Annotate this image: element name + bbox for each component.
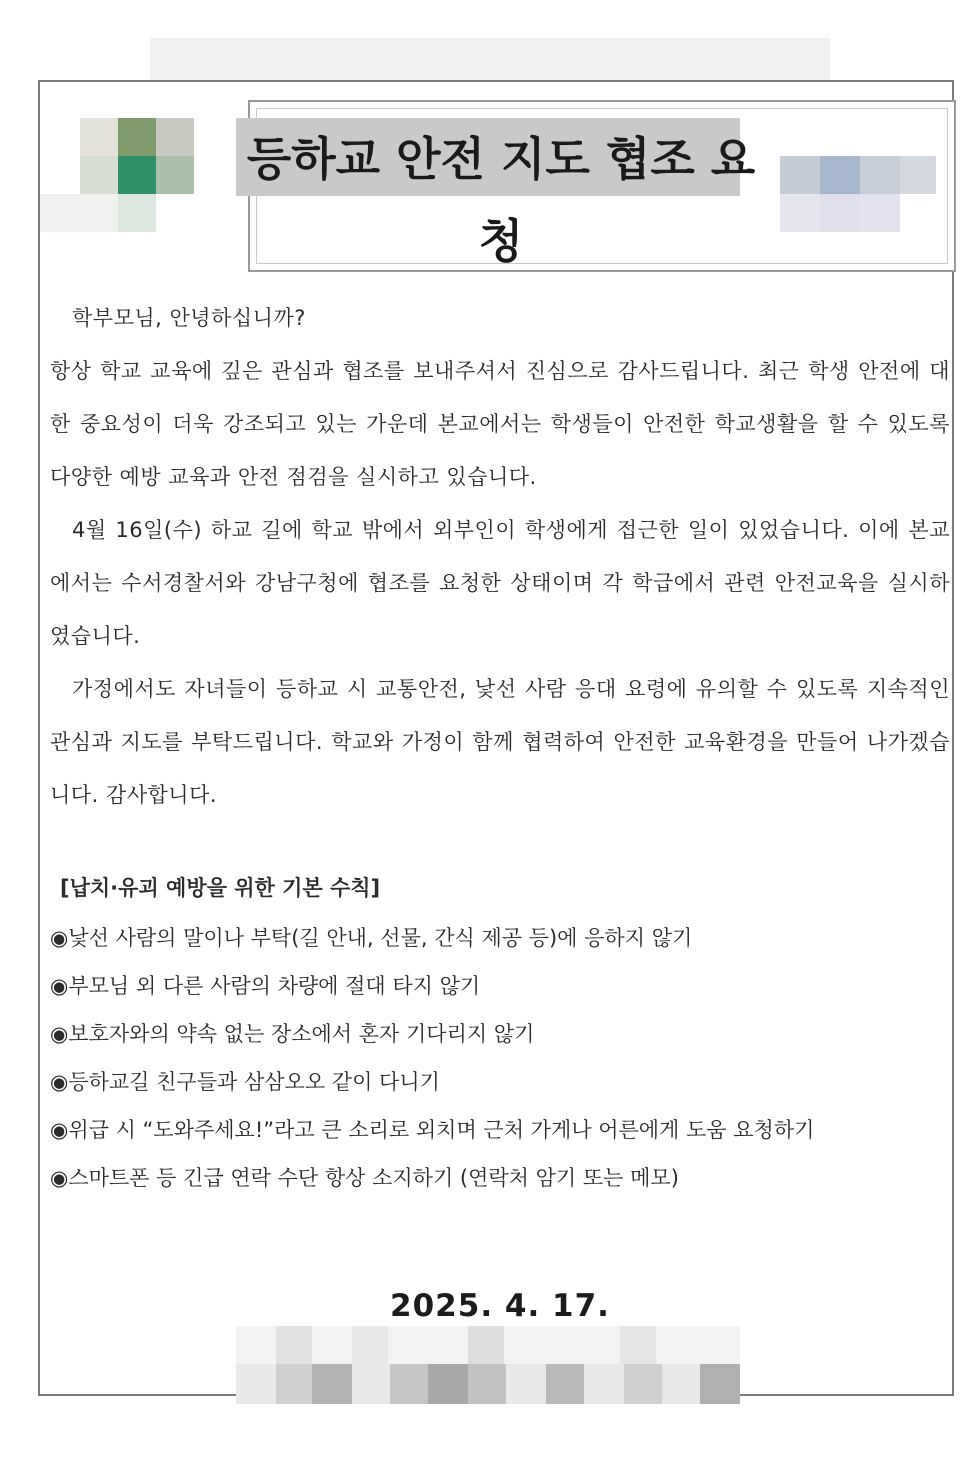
paragraph-3: 가정에서도 자녀들이 등하교 시 교통안전, 낯선 사람 응대 요령에 유의할 수 있도록 지속적인 관심과 지도를 부탁드립니다. 학교와 가정이 함께 협력하여 안전한 교육환경을 만들어 나가겠습니다. 감사합니다. — [50, 677, 950, 807]
rules-list — [50, 914, 950, 1202]
rule-item: ◉위급 시 “도와주세요!”라고 큰 소리로 외치며 근처 가게나 어른에게 도움 요청하기 — [50, 1118, 815, 1142]
safety-rules-section — [50, 864, 950, 1202]
bullet-icon: ◉ — [50, 1166, 69, 1190]
bullet-icon: ◉ — [50, 974, 69, 998]
rule-item: ◉스마트폰 등 긴급 연락 수단 항상 소지하기 (연락처 암기 또는 메모) — [50, 1166, 679, 1190]
bullet-icon: ◉ — [50, 1022, 69, 1046]
paragraph-1: 항상 학교 교육에 깊은 관심과 협조를 보내주셔서 진심으로 감사드립니다. 최근 학생 안전에 대한 중요성이 더욱 강조되고 있는 가운데 본교에서는 학생들이 안전한 학교생활을 할 수 있도록 다양한 예방 교육과 안전 점검을 실시하고 있습니다. — [50, 359, 950, 489]
rules-heading: [납치·유괴 예방을 위한 기본 수칙] — [60, 876, 381, 900]
greeting: 학부모님, 안녕하십니까? — [72, 306, 306, 330]
rule-item: ◉낯선 사람의 말이나 부탁(길 안내, 선물, 간식 제공 등)에 응하지 않기 — [50, 926, 693, 950]
letter-body — [50, 292, 950, 822]
rule-item: ◉등하교길 친구들과 삼삼오오 같이 다니기 — [50, 1070, 440, 1094]
document-date: 2025. 4. 17. — [390, 1288, 610, 1324]
rule-item: ◉부모님 외 다른 사람의 차량에 절대 타지 않기 — [50, 974, 481, 998]
blurred-header-region — [150, 38, 830, 84]
bullet-icon: ◉ — [50, 1118, 69, 1142]
bullet-icon: ◉ — [50, 1070, 69, 1094]
paragraph-2: 4월 16일(수) 하교 길에 학교 밖에서 외부인이 학생에게 접근한 일이 있었습니다. 이에 본교에서는 수서경찰서와 강남구청에 협조를 요청한 상태이며 각 학급에서 관련 안전교육을 실시하였습니다. — [50, 518, 950, 648]
bullet-icon: ◉ — [50, 926, 69, 950]
rule-item: ◉보호자와의 약속 없는 장소에서 혼자 기다리지 않기 — [50, 1022, 535, 1046]
document-title: 등하교 안전 지도 협조 요청 — [246, 132, 756, 268]
